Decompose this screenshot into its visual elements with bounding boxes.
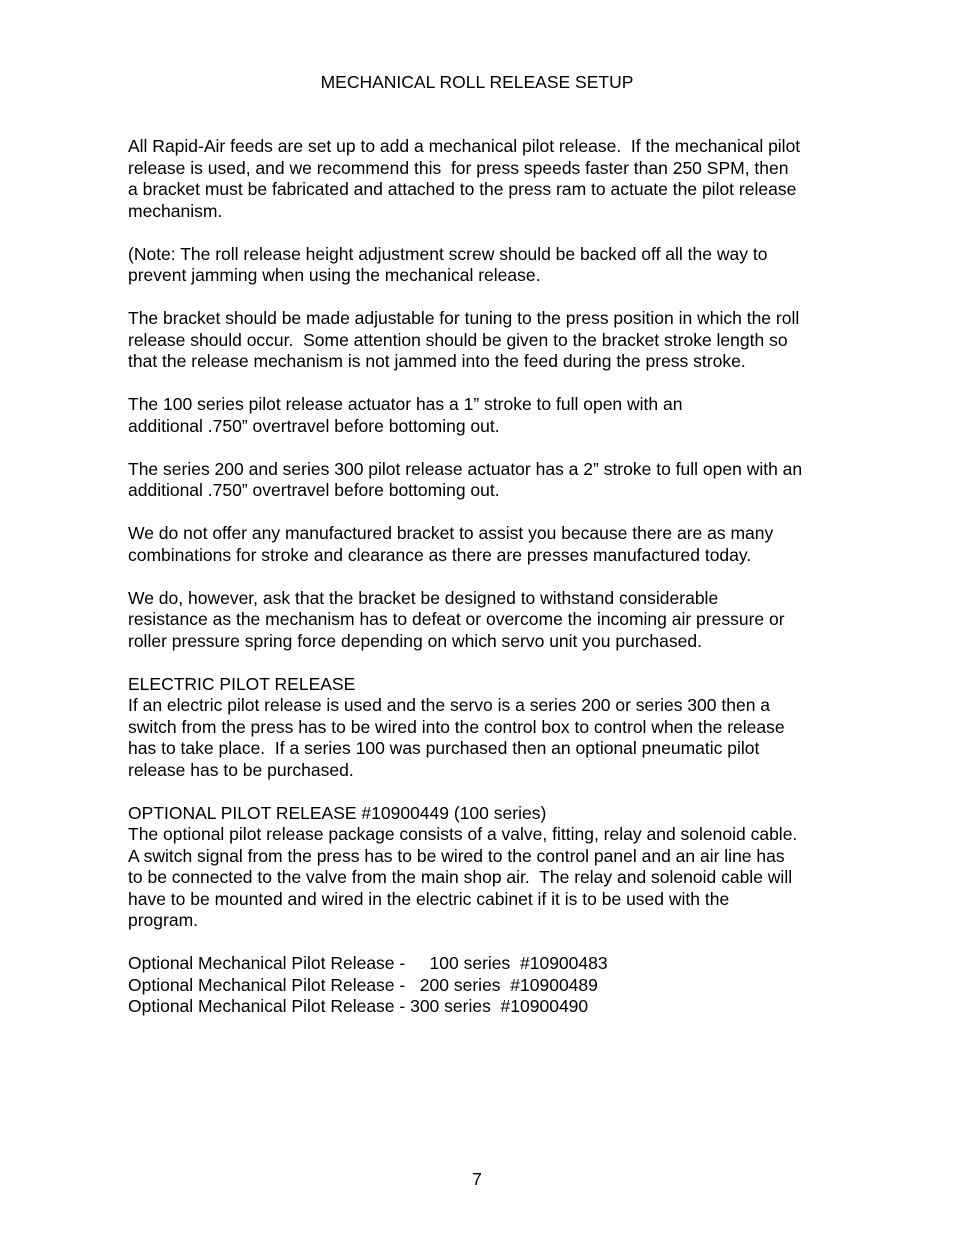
text-line: additional .750” overtravel before bottoming out. <box>128 480 500 500</box>
text-line: A switch signal from the press has to be wired to the control panel and an air line has <box>128 845 785 866</box>
text-line: release has to be purchased. <box>128 759 354 780</box>
part-number-line: Optional Mechanical Pilot Release - 300 series #10900490 <box>128 996 589 1016</box>
text-line: that the release mechanism is not jammed into the feed during the press stroke. <box>128 351 746 371</box>
text-line: resistance as the mechanism has to defeat or overcome the incoming air pressure or <box>128 609 785 629</box>
text-line: roller pressure spring force depending on which servo unit you purchased. <box>128 630 702 651</box>
paragraph-gap <box>128 373 864 395</box>
text-line: release is used, and we recommend this for press speeds faster than 250 SPM, then <box>128 157 789 178</box>
paragraph-gap <box>128 932 864 954</box>
text-line: release should occur. Some attention should be given to the bracket stroke length so <box>128 329 788 350</box>
section-heading-electric: ELECTRIC PILOT RELEASE <box>128 673 356 694</box>
paragraph-gap <box>128 437 864 459</box>
text-line: The 100 series pilot release actuator has a 1” stroke to full open with an <box>128 394 683 414</box>
text-line: switch from the press has to be wired into the control box to control when the release <box>128 716 785 737</box>
text-line: has to take place. If a series 100 was purchased then an optional pneumatic pilot <box>128 738 760 758</box>
page-number: 7 <box>472 1169 482 1189</box>
text-line: All Rapid-Air feeds are set up to add a mechanical pilot release. If the mechanical pilot <box>128 136 801 156</box>
paragraph-gap <box>128 222 864 244</box>
text-line: We do, however, ask that the bracket be designed to withstand considerable <box>128 587 719 608</box>
paragraph-gap <box>128 652 864 674</box>
text-line: The optional pilot release package consists of a valve, fitting, relay and solenoid cable. <box>128 824 798 844</box>
text-line: to be connected to the valve from the main shop air. The relay and solenoid cable will <box>128 867 793 887</box>
paragraph-gap <box>128 781 864 803</box>
text-line: combinations for stroke and clearance as there are presses manufactured today. <box>128 544 752 565</box>
text-line: The series 200 and series 300 pilot release actuator has a 2” stroke to full open with an <box>128 458 803 479</box>
section-heading-optional: OPTIONAL PILOT RELEASE #10900449 (100 series) <box>128 802 547 823</box>
text-line: mechanism. <box>128 200 223 221</box>
paragraph-gap <box>128 566 864 588</box>
part-number-line: Optional Mechanical Pilot Release - 100 series #10900483 <box>128 953 608 973</box>
text-line: The bracket should be made adjustable for tuning to the press position in which the roll <box>128 308 800 328</box>
paragraph-gap <box>128 287 864 309</box>
document-body <box>128 136 864 1018</box>
text-line: If an electric pilot release is used and the servo is a series 200 or series 300 then a <box>128 695 771 715</box>
paragraph-gap <box>128 502 864 524</box>
text-line: program. <box>128 910 199 930</box>
page-title: MECHANICAL ROLL RELEASE SETUP <box>320 72 634 92</box>
text-line: a bracket must be fabricated and attached to the press ram to actuate the pilot release <box>128 179 797 199</box>
text-line: have to be mounted and wired in the electric cabinet if it is to be used with the <box>128 888 730 909</box>
text-line: prevent jamming when using the mechanical release. <box>128 265 541 285</box>
text-line: We do not offer any manufactured bracket to assist you because there are as many <box>128 523 774 543</box>
part-number-line: Optional Mechanical Pilot Release - 200 series #10900489 <box>128 974 598 995</box>
text-line: additional .750” overtravel before bottoming out. <box>128 415 500 436</box>
text-line: (Note: The roll release height adjustment screw should be backed off all the way to <box>128 243 768 264</box>
